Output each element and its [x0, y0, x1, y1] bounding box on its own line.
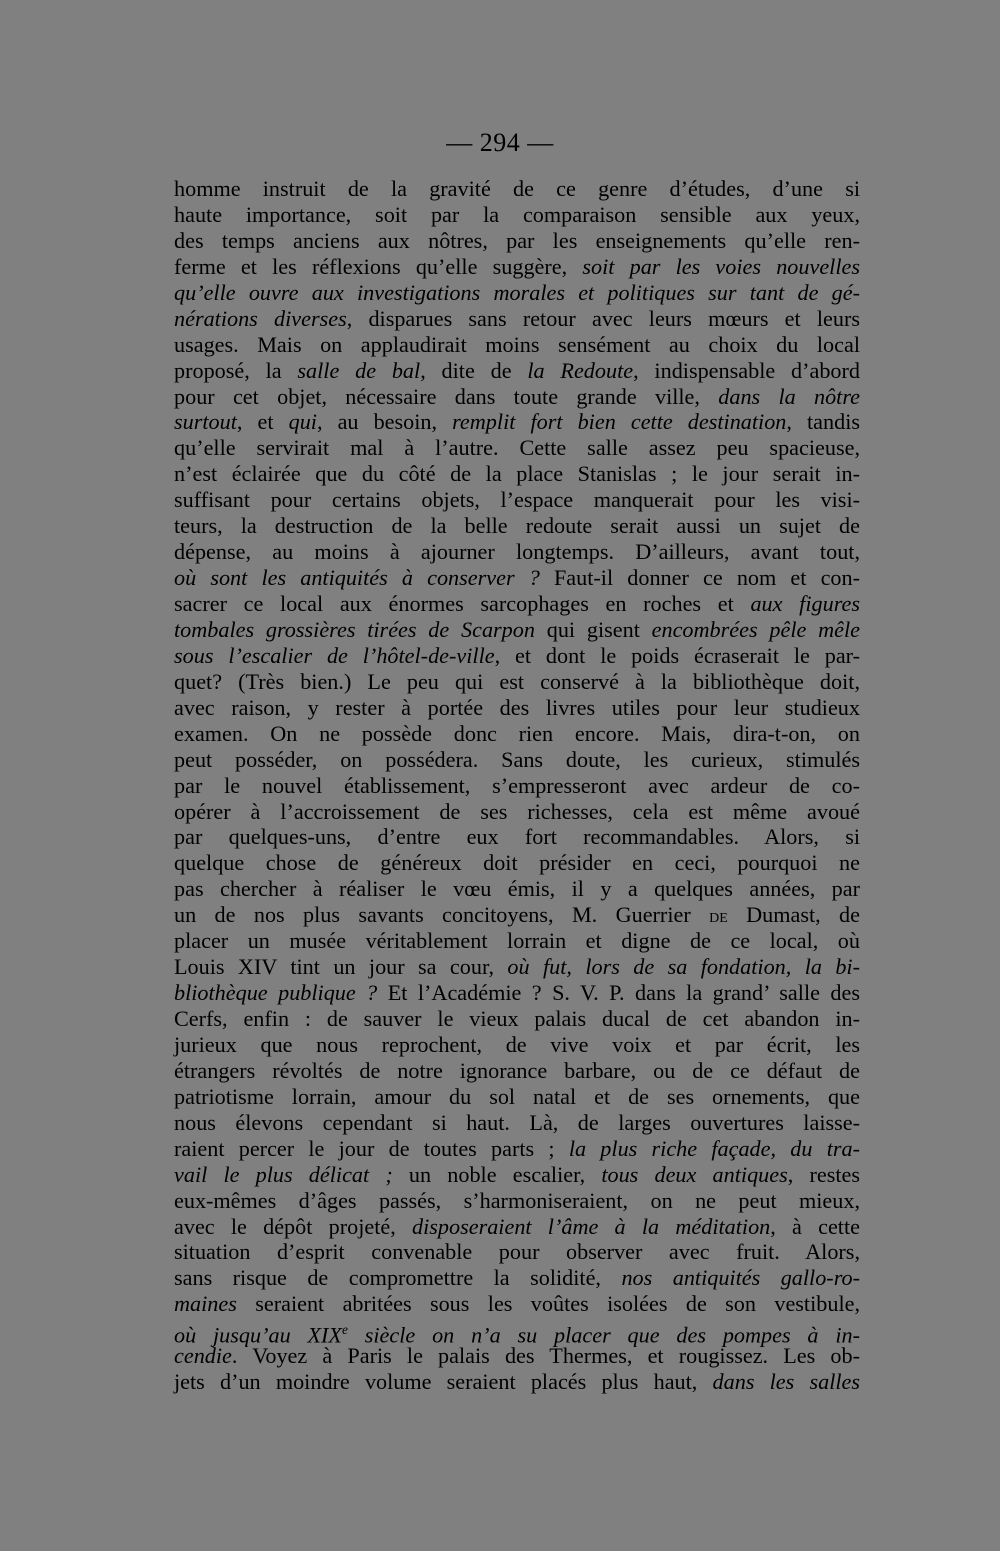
text-line: [174, 773, 860, 799]
text-line: [174, 176, 860, 202]
text-line: [174, 1136, 860, 1162]
text-line: [174, 1291, 860, 1317]
text-segment: situation d’esprit convenable pour observer avec fruit. Alors,: [174, 1239, 860, 1265]
text-segment: , et: [236, 409, 289, 435]
text-segment: seraient abritées sous les voûtes isolées de son vestibule,: [236, 1291, 860, 1317]
text-segment: eux-mêmes d’âges passés, s’harmoniseraient, on ne peut mieux,: [174, 1187, 860, 1213]
text-segment: quelque chose de généreux doit présider en ceci, pourquoi ne: [174, 850, 860, 876]
italic-text: encombrées pêle mêle: [651, 616, 860, 642]
text-line: [174, 695, 860, 721]
text-line: [174, 513, 860, 539]
italic-text: aux figures: [750, 591, 860, 616]
text-line: [174, 850, 860, 876]
text-segment: Faut-il donner ce nom et con-: [539, 565, 860, 591]
italic-text: siècle on n’a su placer que des pompes à in-: [347, 1322, 860, 1348]
text-segment: examen. On ne possède donc rien encore. Mais, dira-t-on, on: [174, 720, 860, 746]
italic-text: bliothèque publique ?: [174, 980, 378, 1006]
text-segment: raient percer le jour de toutes parts ;: [174, 1135, 569, 1161]
text-line: [174, 824, 860, 850]
text-line: [174, 565, 860, 591]
text-line: [174, 435, 860, 461]
italic-text: sous l’escalier de l’hôtel-de-ville: [174, 642, 495, 668]
text-line: [174, 539, 860, 565]
text-segment: , disparues sans retour avec leurs mœurs et leurs: [346, 305, 861, 331]
text-line: [174, 202, 860, 228]
text-line: [174, 280, 860, 306]
text-line: [174, 747, 860, 773]
text-segment: suffisant pour certains objets, l’espace manquerait pour les visi-: [174, 487, 860, 513]
italic-text: la plus riche façade, du tra-: [568, 1135, 860, 1161]
italic-text: soit par les voies nouvelles: [582, 253, 860, 279]
text-segment: avec le dépôt projeté,: [174, 1213, 413, 1239]
text-segment: sans risque de compromettre la solidité,: [174, 1265, 622, 1291]
text-segment: un de nos plus savants concitoyens, M. Guerrier: [174, 902, 710, 928]
text-line: [174, 799, 860, 825]
text-segment: opérer à l’accroissement de ses richesses, cela est même avoué: [174, 798, 860, 824]
text-segment: . Voyez à Paris le palais des Thermes, et rougissez. Les ob-: [231, 1343, 860, 1369]
text-line: [174, 461, 860, 487]
text-segment: dépense, au moins à ajourner longtemps. D’ailleurs, avant tout,: [174, 539, 860, 565]
italic-text: dans la nôtre: [718, 383, 860, 409]
italic-text: nos antiquités gallo-ro-: [621, 1265, 860, 1291]
italic-text: e: [342, 1322, 348, 1338]
text-segment: par quelques-uns, d’entre eux fort recommandables. Alors, si: [174, 824, 860, 850]
text-segment: par le nouvel établissement, s’empresseront avec ardeur de co-: [174, 772, 860, 798]
text-line: [174, 1239, 860, 1265]
text-line: [174, 358, 860, 384]
text-line: [174, 902, 860, 928]
text-segment: qui gisent: [534, 616, 652, 642]
italic-text: nérations diverses: [174, 305, 347, 331]
italic-text: tombales grossières tirées de Scarpon: [174, 616, 535, 642]
text-segment: Cerfs, enfin : de sauver le vieux palais ducal de cet abandon in-: [174, 1006, 860, 1031]
italic-text: qu’elle ouvre aux investigations morales et politiques sur tant de gé-: [174, 279, 860, 305]
text-line: [174, 1006, 860, 1032]
text-segment: , indispensable d’abord: [633, 357, 861, 383]
body-text: [174, 176, 860, 1395]
italic-text: où sont les antiquités à conserver ?: [174, 565, 540, 591]
text-segment: haute importance, soit par la comparaison sensible aux yeux,: [174, 201, 860, 227]
text-segment: peut posséder, on possédera. Sans doute, les curieux, stimulés: [174, 746, 860, 772]
italic-text: remplit fort bien cette destination: [452, 409, 787, 435]
italic-text: surtout: [174, 409, 237, 435]
text-line: [174, 1110, 860, 1136]
italic-text: où fut, lors de sa fondation, la bi-: [507, 954, 860, 980]
text-segment: , à cette: [770, 1213, 860, 1239]
text-segment: , dite de: [420, 357, 528, 383]
text-line: [174, 254, 860, 280]
text-segment: pas chercher à réaliser le vœu émis, il y a quelques années, par: [174, 876, 860, 902]
text-line: [174, 1058, 860, 1084]
text-line: [174, 617, 860, 643]
text-line: [174, 980, 860, 1006]
text-segment: , et dont le poids écraserait le par-: [494, 642, 860, 668]
italic-text: salle de bal: [297, 357, 421, 383]
text-line: [174, 306, 860, 332]
text-segment: patriotisme lorrain, amour du sol natal et de ses ornements, que: [174, 1083, 860, 1109]
text-line: [174, 1188, 860, 1214]
text-line: [174, 954, 860, 980]
italic-text: tous deux antiques: [601, 1161, 788, 1187]
italic-text: qui: [288, 409, 317, 435]
text-segment: pour cet objet, nécessaire dans toute grande ville,: [174, 383, 719, 409]
text-line: [174, 1214, 860, 1240]
text-segment: , au besoin,: [316, 409, 453, 435]
text-line: [174, 1084, 860, 1110]
italic-text: vail le plus délicat ;: [174, 1161, 393, 1187]
text-segment: Dumast, de: [727, 902, 860, 928]
text-segment: de: [709, 905, 728, 928]
text-line: [174, 1343, 860, 1369]
text-segment: nous élevons cependant si haut. Là, de larges ouvertures laisse-: [174, 1109, 860, 1135]
text-segment: sacrer ce local aux énormes sarcophages en roches et: [174, 591, 751, 616]
text-segment: quet? (Très bien.) Le peu qui est conservé à la bibliothèque doit,: [174, 668, 860, 694]
text-line: [174, 409, 860, 435]
text-line: [174, 1369, 860, 1395]
text-segment: jets d’un moindre volume seraient placés plus haut,: [174, 1369, 713, 1395]
text-line: [174, 487, 860, 513]
text-line: [174, 721, 860, 747]
text-segment: des temps anciens aux nôtres, par les enseignements qu’elle ren-: [174, 227, 860, 253]
text-line: [174, 384, 860, 410]
text-segment: qu’elle servirait mal à l’autre. Cette salle assez peu spacieuse,: [174, 435, 860, 461]
text-segment: teurs, la destruction de la belle redoute serait aussi un sujet de: [174, 513, 860, 539]
text-segment: avec raison, y rester à portée des livres utiles pour leur studieux: [174, 694, 860, 720]
text-segment: n’est éclairée que du côté de la place Stanislas ; le jour serait in-: [174, 461, 860, 487]
text-segment: jurieux que nous reprochent, de vive voix et par écrit, les: [174, 1031, 860, 1057]
text-line: [174, 1032, 860, 1058]
italic-text: la Redoute: [527, 357, 634, 383]
text-line: [174, 1265, 860, 1291]
italic-text: dans les salles: [712, 1369, 860, 1395]
text-segment: placer un musée véritablement lorrain et digne de ce local, où: [174, 928, 860, 954]
text-segment: Et l’Académie ? S. V. P. dans la grand’ salle des: [377, 980, 860, 1006]
text-segment: ferme et les réflexions qu’elle suggère,: [174, 253, 583, 279]
text-segment: un noble escalier,: [392, 1161, 602, 1187]
text-line: [174, 669, 860, 695]
italic-text: cendie: [174, 1343, 232, 1369]
text-line: [174, 876, 860, 902]
text-line: [174, 643, 860, 669]
page-number-header: — 294 —: [446, 128, 554, 157]
text-segment: homme instruit de la gravité de ce genre d’études, d’une si: [174, 176, 860, 201]
text-line: [174, 591, 860, 617]
text-line: [174, 228, 860, 254]
text-line: [174, 1162, 860, 1188]
text-segment: usages. Mais on applaudirait moins sensément au choix du local: [174, 331, 860, 357]
italic-text: disposeraient l’âme à la méditation: [412, 1213, 771, 1239]
italic-text: où jusqu’au XIX: [174, 1322, 342, 1348]
text-segment: , restes: [787, 1161, 860, 1187]
italic-text: maines: [174, 1291, 237, 1317]
text-line: [174, 332, 860, 358]
text-segment: proposé, la: [174, 357, 298, 383]
text-segment: , tandis: [786, 409, 861, 435]
text-line: [174, 1317, 860, 1348]
text-segment: Louis XIV tint un jour sa cour,: [174, 954, 508, 980]
text-segment: étrangers révoltés de notre ignorance barbare, ou de ce défaut de: [174, 1057, 860, 1083]
text-line: [174, 928, 860, 954]
